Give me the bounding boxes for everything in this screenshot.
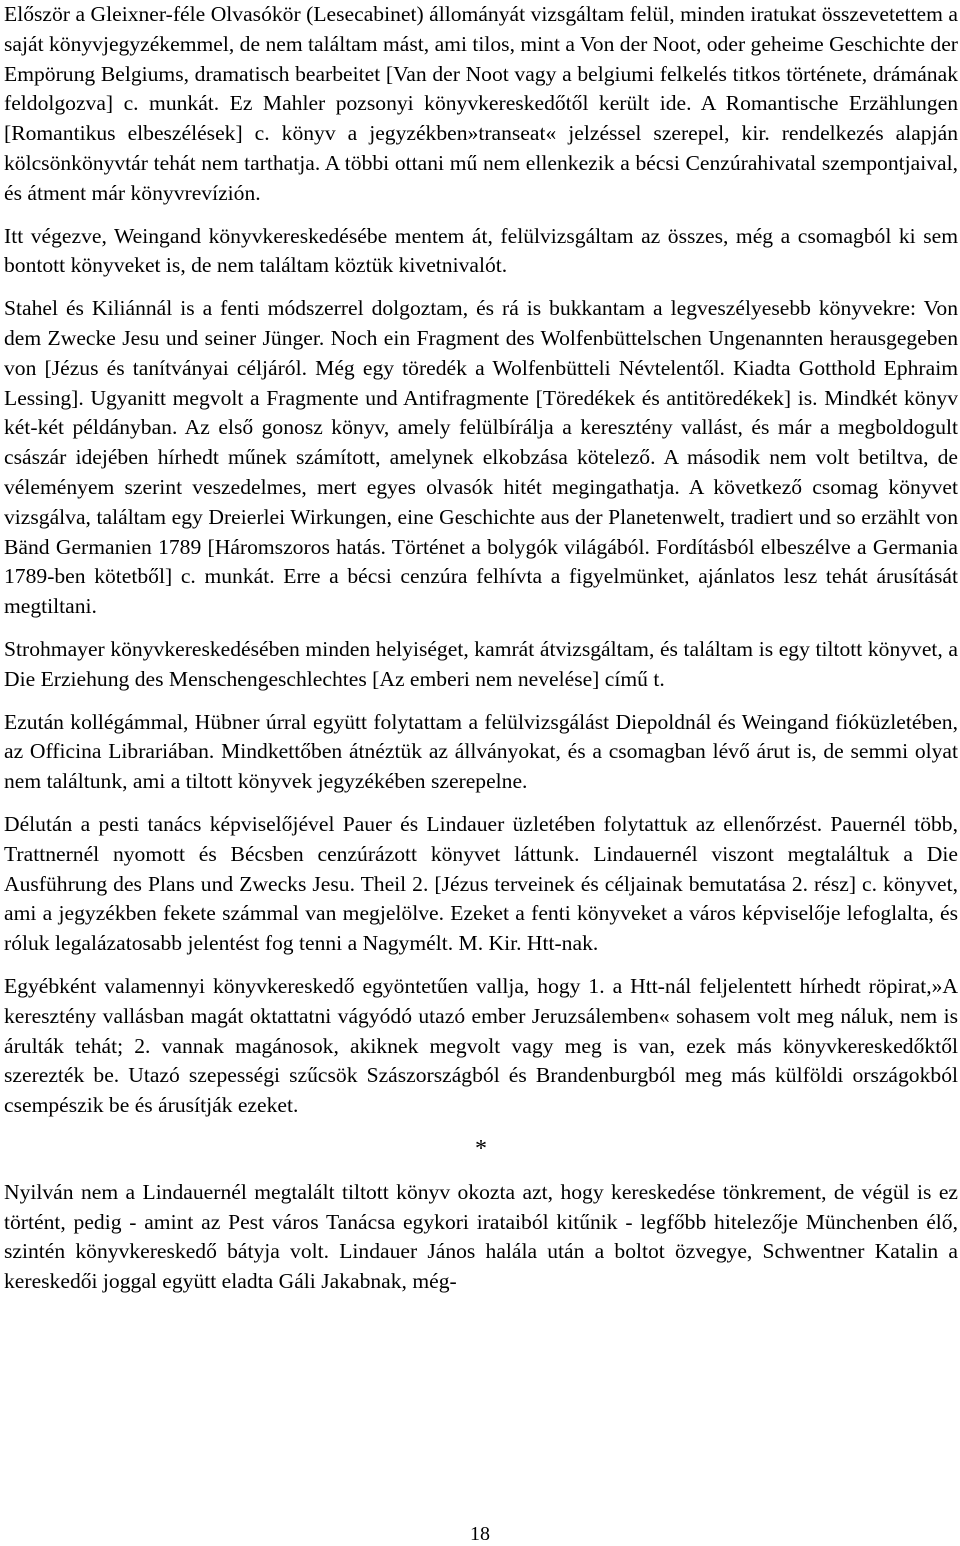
paragraph-pauer-lindauer: Délután a pesti tanács képviselőjével Pauer és Lindauer üzletében folytattuk az ellenőrzést. Pauernél több, Trattnernél nyomott és Bécsben cenzúrázott könyvet láttunk. Lindauernél viszont megtaláltuk a Die Ausführung des Plans und Zwecks Jesu. Theil 2. [Jézus terveinek és céljainak bemutatása 2. rész] c. könyvet, ami a jegyzékben fekete számmal van megjelölve. Ezeket a fenti könyveket a város képviselője lefoglalta, és róluk legalázatosabb jelentést fog tenni a Nagymélt. M. Kir. Htt-nak. [4,811,958,956]
document-body [4,0,958,1310]
paragraph-hubner-diepold: Ezután kollégámmal, Hübner úrral együtt folytattam a felülvizsgálást Diepoldnál és Weingand fióküzletében, az Officina Librariában. Mindkettőben átnéztük az állványokat, és a csomagban lévő árut is, de semmi olyat nem találtunk, ami a tiltott könyvek jegyzékében szerepelne. [4,709,958,794]
paragraph-lindauer-bankruptcy: Nyilván nem a Lindauernél megtalált tiltott könyv okozta azt, hogy kereskedése tönkrement, de végül is ez történt, pedig - amint az Pest város Tanácsa egykori irataiból kitűnik - legfőbb hitelezője Münchenben élő, szintén könyvkereskedő bátyja volt. Lindauer János halála után a boltot özvegye, Schwentner Katalin a kereskedői joggal együtt eladta Gáli Jakabnak, még- [4,1179,958,1294]
paragraph-booksellers-statement: Egyébként valamennyi könyvkereskedő egyöntetűen vallja, hogy 1. a Htt-nál feljelentett hírhedt röpirat,»A keresztény vallásban magát oktattatni vágyódó utazó ember Jeruzsálemben« sohasem volt meg náluk, nem is árulták tehát; 2. vannak magánosok, akiknek megvolt vagy meg is van, ezek más könyvkereskedőktől szerezték be. Utazó szepességi szűcsök Szászországból és Brandenburgból meg más külföldi országokból csempészik be és árusítják ezeket. [4,973,958,1118]
paragraph-gleixner-reading-circle: Először a Gleixner-féle Olvasókör (Lesecabinet) állományát vizsgáltam felül, minden iratukat összevetettem a saját könyvjegyzékemmel, de nem találtam mást, ami tilos, mint a Von der Noot, oder geheime Geschichte der Empörung Belgiums, dramatisch bearbeitet [Van der Noot vagy a belgiumi felkelés titkos története, drámának feldolgozva] c. munkát. Ez Mahler pozsonyi könyvkereskedőtől került ide. A Romantische Erzählungen [Romantikus elbeszélések] c. könyv a jegyzékben»transeat« jelzéssel szerepel, kir. rendelkezés alapján kölcsönkönyvtár tehát nem tarthatja. A többi ottani mű nem ellenkezik a bécsi Cenzúrahivatal szempontjaival, és átment már könyvrevízión. [4,2,958,205]
paragraph-weingand-bookshop: Itt végezve, Weingand könyvkereskedésébe mentem át, felülvizsgáltam az összes, még a csomagból ki sem bontott könyveket is, de nem találtam köztük kivetnivalót. [4,223,958,278]
paragraph-strohmayer: Strohmayer könyvkereskedésében minden helyiséget, kamrát átvizsgáltam, és találtam is egy tiltott könyvet, a Die Erziehung des Menschengeschlechtes [Az emberi nem nevelése] című t. [4,636,958,691]
paragraph-stahel-kilian: Stahel és Kiliánnál is a fenti módszerrel dolgoztam, és rá is bukkantam a legveszélyesebb könyvekre: Von dem Zwecke Jesu und seiner Jünger. Noch ein Fragment des Wolfenbüttelschen Ungenannten herausgegeben von [Jézus és tanítványai céljáról. Még egy töredék a Wolfenbütteli Névtelentől. Kiadta Gotthold Ephraim Lessing]. Ugyanitt megvolt a Fragmente und Antifragmente [Töredékek és antitöredékek] is. Mindkét könyv két-két példányban. Az első gonosz könyv, amely felülbírálja a keresztény vallást, és már a megboldogult császár idejében hírhedt műnek számított, amelynek elkobzása kötelező. A második nem volt betiltva, de véleményem szerint veszedelmes, mert egyes olvasók hitét megingathatja. A következő csomag könyvet vizsgálva, találtam egy Dreierlei Wirkungen, eine Geschichte aus der Planetenwelt, tradiert und so erzählt von Bänd Germanien 1789 [Háromszoros hatás. Történet a bolygók világából. Fordításból elbeszélve a Germania 1789-ben kötetből] c. munkát. Erre a bécsi cenzúra felhívta a figyelmünket, ajánlatos lesz tehát árusítását megtiltani. [4,296,958,619]
section-separator: * [475,1135,487,1162]
page-number: 18 [470,1523,490,1545]
